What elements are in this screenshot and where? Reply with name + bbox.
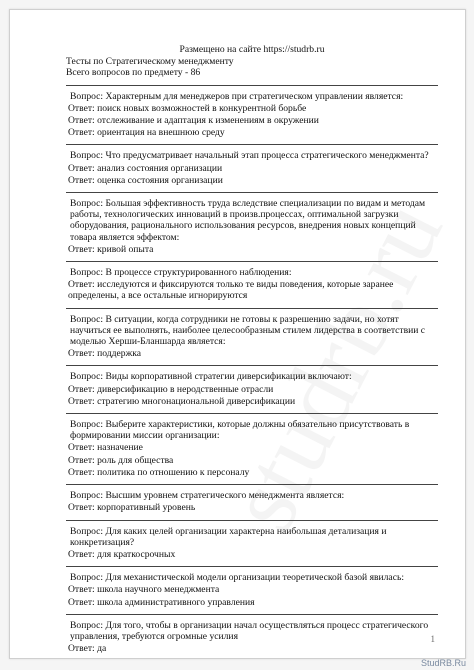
separator-line — [66, 144, 438, 145]
question-block — [66, 620, 438, 655]
question-list — [66, 85, 438, 655]
document-content — [66, 44, 438, 654]
question-text: Вопрос: Характерным для менеджеров при стратегическом управлении является: — [70, 90, 404, 102]
question-text: Вопрос: В ситуации, когда сотрудники не готовы к разрешению задачи, но хотят научиться ее выполнять, наиболее целесообразным стилем лидерства в соответствии с моделью Херши-Бланшарда является: — [70, 313, 426, 348]
question-text: Вопрос: Что предусматривает начальный этап процесса стратегического менеджмента? — [70, 150, 429, 162]
answer-text: Ответ: назначение — [68, 442, 143, 454]
question-text: Вопрос: Для того, чтобы в организации начал осуществляться процесс стратегического управления, требуются огромные усилия — [70, 619, 429, 642]
question-text: Вопрос: В процессе структурированного наблюдения: — [70, 267, 292, 279]
separator-line — [66, 365, 438, 366]
question-block — [66, 419, 438, 478]
separator-line — [66, 85, 438, 86]
answer-text: Ответ: школа административного управления — [68, 596, 255, 608]
question-block — [66, 267, 438, 302]
separator-line — [66, 614, 438, 615]
question-text: Вопрос: Виды корпоративной стратегии диверсификации включают: — [70, 371, 352, 383]
answer-text: Ответ: анализ состояния организации — [68, 162, 223, 174]
answer-text: Ответ: поддержка — [68, 348, 141, 360]
question-text: Вопрос: Большая эффективность труда вследствие специализации по видам и методам работы, технологических инноваций в произв.процессах, оптимальной загрузки оборудования, рационального использования ресурсов, внедрения новых концепций товара является эффектом: — [70, 198, 426, 243]
question-block — [66, 150, 438, 186]
document-page — [9, 9, 466, 659]
question-block — [66, 198, 438, 255]
answer-text: Ответ: корпоративный уровень — [68, 502, 196, 514]
answer-text: Ответ: да — [68, 643, 107, 655]
question-text: Вопрос: Высшим уровнем стратегического менеджмента является: — [70, 490, 345, 502]
question-block — [66, 526, 438, 561]
answer-text: Ответ: роль для общества — [68, 454, 174, 466]
question-block — [66, 91, 438, 139]
answer-text: Ответ: отслеживание и адаптация к изменениям в окружении — [68, 115, 319, 127]
brand-label: StudRB.Ru — [420, 658, 466, 668]
separator-line — [66, 261, 438, 262]
answer-text: Ответ: оценка состояния организации — [68, 174, 223, 186]
question-block — [66, 490, 438, 513]
separator-line — [66, 520, 438, 521]
separator-line — [66, 484, 438, 485]
answer-text: Ответ: исследуются и фиксируются только те виды поведения, которые заранее определены, а все остальные игнорируются — [68, 279, 394, 302]
question-text: Вопрос: Для каких целей организации характерна наибольшая детализация и конкретизация? — [70, 525, 387, 548]
answer-text: Ответ: школа научного менеджмента — [68, 584, 220, 596]
site-note: Размещено на сайте https://studrb.ru — [179, 44, 325, 55]
document-title: Тесты по Стратегическому менеджменту — [66, 56, 234, 68]
answer-text: Ответ: кривой опыта — [68, 243, 154, 255]
answer-text: Ответ: ориентация на внешнюю среду — [68, 127, 225, 139]
question-text: Вопрос: Выберите характеристики, которые должны обязательно присутствовать в формировании миссии организации: — [70, 419, 410, 442]
question-block — [66, 314, 438, 360]
separator-line — [66, 413, 438, 414]
question-block — [66, 371, 438, 407]
answer-text: Ответ: для краткосрочных — [68, 548, 176, 560]
question-count: Всего вопросов по предмету - 86 — [66, 67, 201, 79]
question-text: Вопрос: Для механистической модели организации теоретической базой явилась: — [70, 572, 404, 584]
separator-line — [66, 566, 438, 567]
separator-line — [66, 308, 438, 309]
separator-line — [66, 192, 438, 193]
answer-text: Ответ: поиск новых возможностей в конкурентной борьбе — [68, 102, 307, 114]
question-block — [66, 572, 438, 608]
answer-text: Ответ: политика по отношению к персоналу — [68, 466, 250, 478]
answer-text: Ответ: стратегию многонациональной диверсификации — [68, 395, 296, 407]
page-number: 1 — [430, 634, 435, 644]
answer-text: Ответ: диверсификацию в неродственные отрасли — [68, 383, 274, 395]
